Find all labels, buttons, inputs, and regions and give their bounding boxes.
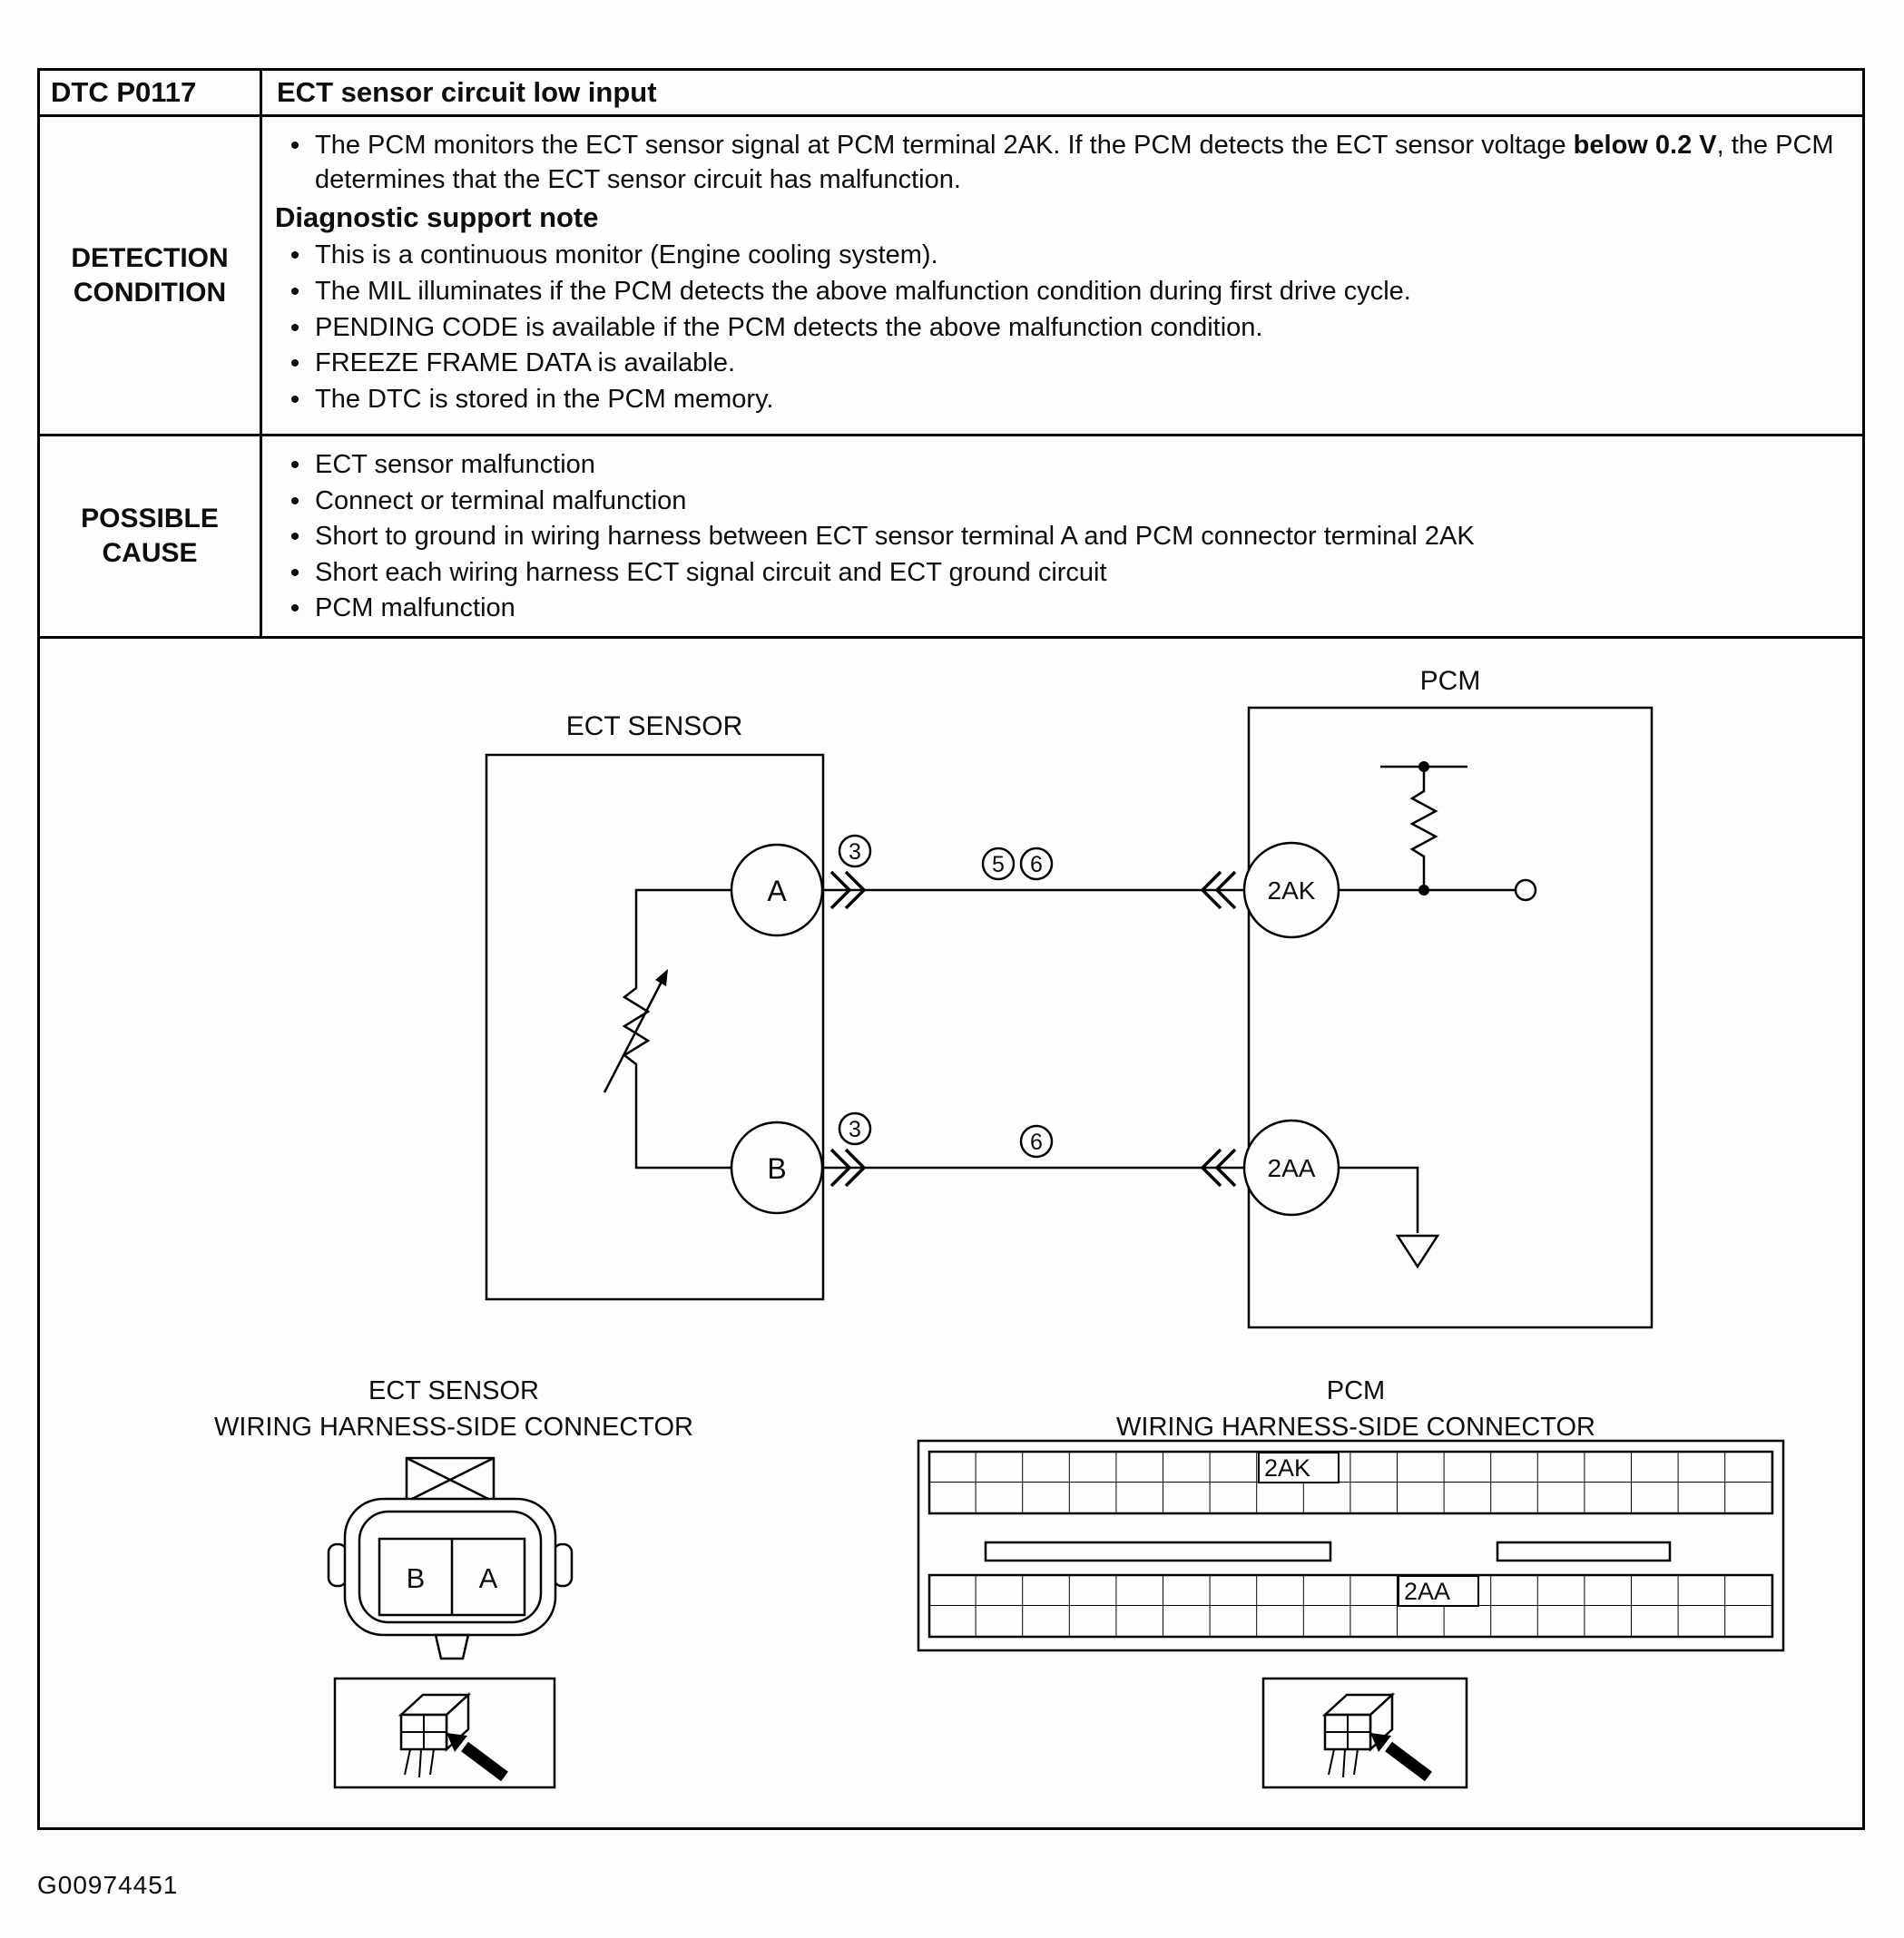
wire-b-number-3 xyxy=(839,1113,870,1144)
pcm-connector-view-icon xyxy=(1263,1679,1467,1787)
svg-text:6: 6 xyxy=(1030,851,1043,877)
dtc-title-row xyxy=(40,71,1862,117)
ect-connector-view-icon xyxy=(335,1679,555,1787)
pin-a-label: A xyxy=(478,1561,498,1594)
svg-text:3: 3 xyxy=(849,838,861,865)
possible-cause-header-cell xyxy=(40,436,262,636)
bullet-item xyxy=(275,484,1846,520)
detection-bullet-5: • FREEZE FRAME DATA is available. xyxy=(315,348,736,378)
detection-content-cell xyxy=(262,117,1862,434)
grid-2ak-label: 2AK xyxy=(1264,1454,1311,1482)
possible-cause-header-line2: CAUSE xyxy=(102,537,198,568)
cause-bullet-2: • Connect or terminal malfunction xyxy=(315,485,687,515)
ect-connector-drawing xyxy=(329,1458,572,1659)
pullup-resistor xyxy=(1412,767,1436,890)
bullet-item xyxy=(275,310,1846,347)
possible-cause-row xyxy=(40,436,1862,639)
ect-sensor-label: ECT SENSOR xyxy=(565,710,743,741)
detection-bullet-6: • The DTC is stored in the PCM memory. xyxy=(315,384,774,414)
circuit-diagram-cell xyxy=(40,639,1862,1827)
bullet-item xyxy=(275,591,1846,627)
ect-connector-subtitle: WIRING HARNESS-SIDE CONNECTOR xyxy=(214,1412,693,1442)
ect-sensor-box xyxy=(486,755,823,1299)
bullet-item xyxy=(275,519,1846,555)
wire-a-number-5 xyxy=(983,848,1014,879)
pcm-box xyxy=(1249,708,1652,1327)
pcm-grid-bottom-band xyxy=(929,1575,1772,1637)
detection-bullet-2: • This is a continuous monitor (Engine cooling system). xyxy=(315,240,938,270)
pcm-label: PCM xyxy=(1419,665,1481,696)
pcm-grid-top-band xyxy=(929,1452,1772,1513)
bullet-item xyxy=(275,238,1846,274)
detection-header-line1: DETECTION xyxy=(71,243,229,273)
svg-text:5: 5 xyxy=(992,851,1005,877)
detection-header-cell xyxy=(40,117,262,434)
pcm-connector-subtitle: WIRING HARNESS-SIDE CONNECTOR xyxy=(1116,1412,1595,1442)
detection-bullet-1-pre: The PCM monitors the ECT sensor signal at PCM terminal 2AK. If the PCM detects the ECT sensor voltage xyxy=(315,131,1574,160)
svg-text:3: 3 xyxy=(849,1116,861,1142)
wire-a-number-3 xyxy=(839,836,870,866)
pcm-connector-title: PCM xyxy=(1326,1375,1386,1405)
figure-id: G00974451 xyxy=(37,1871,179,1899)
circuit-diagram-row xyxy=(40,639,1862,1827)
pcm-key-slot-right xyxy=(1497,1542,1670,1561)
wire-b-number-6 xyxy=(1021,1126,1052,1157)
pcm-connector-grid xyxy=(918,1441,1783,1650)
svg-text:6: 6 xyxy=(1030,1129,1043,1155)
possible-cause-header-line1: POSSIBLE xyxy=(81,504,219,534)
detection-bullet-4: • PENDING CODE is available if the PCM detects the above malfunction condition. xyxy=(315,312,1263,342)
bullet-item xyxy=(275,447,1846,484)
grid-2aa-label: 2AA xyxy=(1404,1577,1451,1605)
pullup-output-terminal xyxy=(1516,880,1536,900)
detection-bullet-1 xyxy=(315,128,1846,198)
terminal-2aa-label: 2AA xyxy=(1267,1153,1316,1182)
pin-b-label: B xyxy=(406,1561,426,1594)
ect-internal-wire xyxy=(624,890,731,1168)
bullet-item xyxy=(275,274,1846,310)
cause-bullet-1: • ECT sensor malfunction xyxy=(315,450,595,479)
bullet-item xyxy=(275,346,1846,382)
cause-bullet-5: • PCM malfunction xyxy=(315,593,515,623)
connector-bottom-tab xyxy=(436,1635,468,1659)
dtc-title-cell xyxy=(262,71,1862,114)
cause-bullet-3: • Short to ground in wiring harness between ECT sensor terminal A and PCM connector terminal 2AK xyxy=(315,522,1475,552)
detection-bullet-1-bold: below 0.2 V xyxy=(1573,131,1717,160)
terminal-2ak-label: 2AK xyxy=(1267,876,1316,905)
wire-a-number-6 xyxy=(1021,848,1052,879)
detection-row xyxy=(40,117,1862,436)
bullet-item xyxy=(275,382,1846,418)
pcm-ground-circuit xyxy=(1339,1168,1438,1267)
terminal-b-label: B xyxy=(767,1151,787,1185)
dtc-code-cell xyxy=(40,71,262,114)
ground-symbol xyxy=(1398,1236,1438,1267)
ect-connector-title: ECT SENSOR xyxy=(368,1375,540,1405)
dtc-title: ECT sensor circuit low input xyxy=(277,76,657,108)
detection-bullet-3: • The MIL illuminates if the PCM detects the above malfunction condition during first drive cycle. xyxy=(315,277,1411,307)
diagnostic-support-note-heading: Diagnostic support note xyxy=(275,201,599,233)
pcm-pullup-circuit xyxy=(1339,761,1536,900)
bullet-item xyxy=(275,128,1846,198)
dtc-table xyxy=(37,68,1865,1830)
bullet-item xyxy=(275,555,1846,592)
possible-cause-content-cell xyxy=(262,436,1862,636)
terminal-a-label: A xyxy=(767,874,787,907)
dtc-code: DTC P0117 xyxy=(51,76,197,108)
cause-bullet-4: • Short each wiring harness ECT signal circuit and ECT ground circuit xyxy=(315,557,1107,587)
pcm-key-slot-left xyxy=(986,1542,1330,1561)
detection-bullet-1-post: , the PCM determines that the ECT sensor circuit has malfunction. xyxy=(315,131,1834,195)
detection-header-line2: CONDITION xyxy=(73,277,227,308)
circuit-diagram xyxy=(40,639,1862,1827)
